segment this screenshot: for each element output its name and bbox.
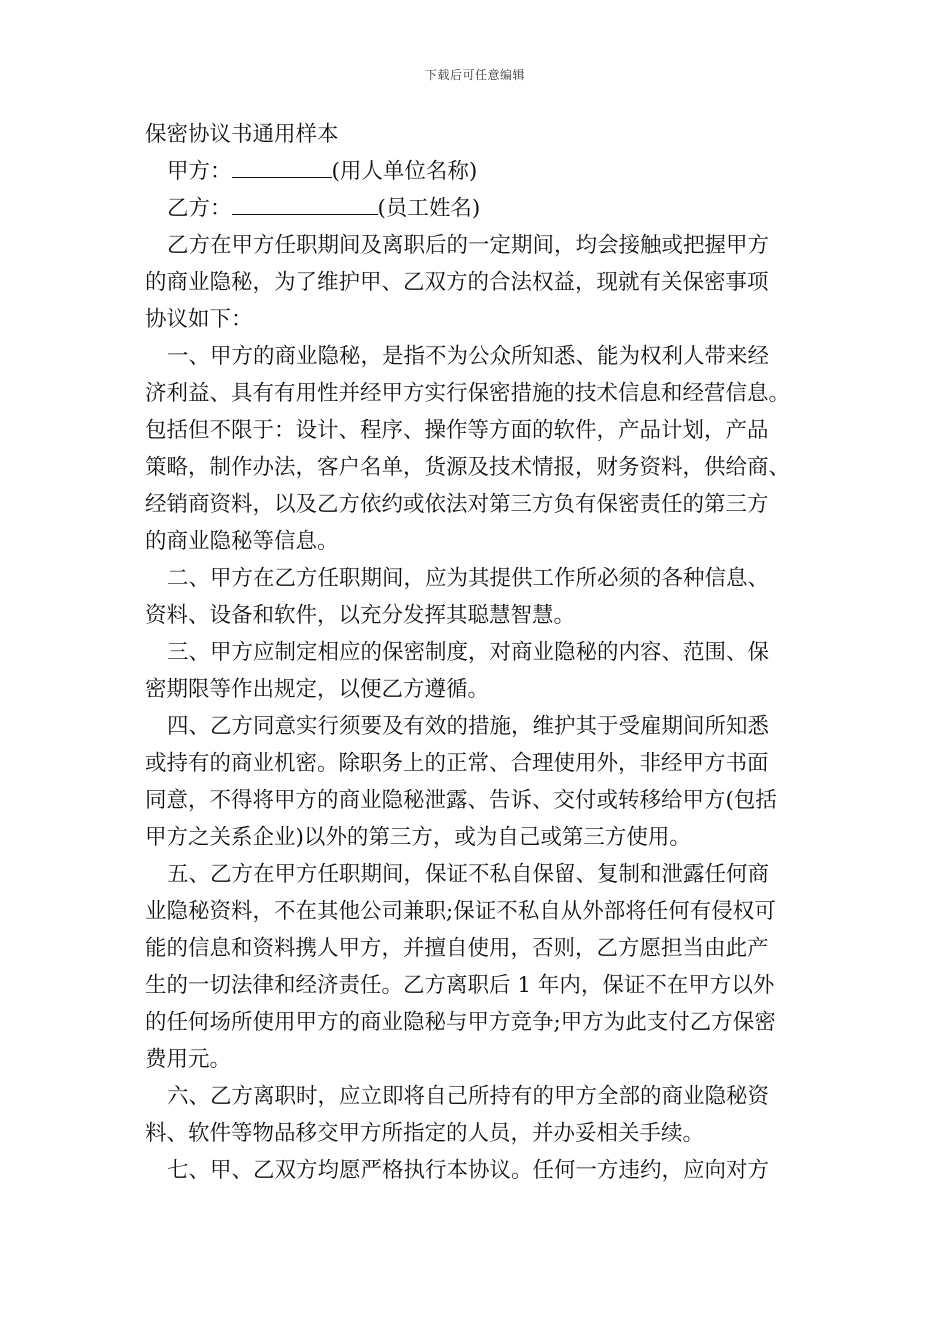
text-line: 密期限等作出规定，以便乙方遵循。 — [145, 677, 490, 702]
document-title: 保密协议书通用样本 — [145, 122, 339, 147]
intro-paragraph — [145, 227, 810, 338]
party-b-note: (员工姓名) — [377, 196, 481, 221]
text-line: 能的信息和资料携人甲方，并擅自使用，否则，乙方愿担当由此产 — [145, 936, 769, 961]
clause-paragraph — [145, 634, 810, 708]
text-line: 经销商资料，以及乙方依约或依法对第三方负有保密责任的第三方 — [145, 492, 769, 517]
text-line: 七、甲、乙双方均愿严格执行本协议。任何一方违约，应向对方 — [167, 1158, 770, 1183]
party-a-line — [145, 153, 810, 190]
clause-paragraph — [145, 560, 810, 634]
text-line: 的商业隐秘，为了维护甲、乙双方的合法权益，现就有关保密事项 — [145, 270, 769, 295]
text-line: 四、乙方同意实行须要及有效的措施，维护其于受雇期间所知悉 — [167, 714, 770, 739]
party-a-note: (用人单位名称) — [331, 159, 478, 184]
text-line: 生的一切法律和经济责任。乙方离职后 1 年内，保证不在甲方以外 — [145, 973, 775, 998]
clause-paragraph — [145, 1078, 810, 1152]
party-a-blank — [232, 153, 332, 178]
clause-paragraph — [145, 708, 810, 856]
text-line: 济利益、具有有用性并经甲方实行保密措施的技术信息和经营信息。 — [145, 381, 791, 406]
text-line: 乙方在甲方任职期间及离职后的一定期间，均会接触或把握甲方 — [167, 233, 770, 258]
party-b-blank — [232, 190, 378, 215]
document-body — [145, 116, 810, 1189]
text-line: 业隐秘资料，不在其他公司兼职;保证不私自从外部将任何有侵权可 — [145, 899, 776, 924]
text-line: 二、甲方在乙方任职期间，应为其提供工作所必须的各种信息、 — [167, 566, 770, 591]
header-note: 下载后可任意编辑 — [424, 68, 525, 82]
text-line: 协议如下： — [145, 307, 253, 332]
clause-paragraph — [145, 1152, 810, 1189]
text-line: 或持有的商业机密。除职务上的正常、合理使用外，非经甲方书面 — [145, 751, 769, 776]
text-line: 费用元。 — [145, 1047, 232, 1072]
text-line: 策略，制作办法，客户名单，货源及技术情报，财务资料，供给商、 — [145, 455, 791, 480]
party-b-line — [145, 190, 810, 227]
party-b-label: 乙方： — [167, 196, 232, 221]
text-line: 一、甲方的商业隐秘，是指不为公众所知悉、能为权利人带来经 — [167, 344, 770, 369]
text-line: 资料、设备和软件，以充分发挥其聪慧智慧。 — [145, 603, 576, 628]
text-line: 三、甲方应制定相应的保密制度，对商业隐秘的内容、范围、保 — [167, 640, 770, 665]
text-line: 的商业隐秘等信息。 — [145, 529, 339, 554]
text-line: 六、乙方离职时，应立即将自己所持有的甲方全部的商业隐秘资 — [167, 1084, 770, 1109]
text-line: 料、软件等物品移交甲方所指定的人员，并办妥相关手续。 — [145, 1121, 705, 1146]
text-line: 五、乙方在甲方任职期间，保证不私自保留、复制和泄露任何商 — [167, 862, 770, 887]
party-a-label: 甲方： — [167, 159, 232, 184]
clause-paragraph — [145, 338, 810, 560]
text-line: 甲方之关系企业)以外的第三方，或为自己或第三方使用。 — [145, 825, 691, 850]
text-line: 的任何场所使用甲方的商业隐秘与甲方竞争;甲方为此支付乙方保密 — [145, 1010, 776, 1035]
clause-list — [145, 227, 810, 1189]
clause-paragraph — [145, 856, 810, 1078]
text-line: 同意，不得将甲方的商业隐秘泄露、告诉、交付或转移给甲方(包括 — [145, 788, 777, 813]
text-line: 包括但不限于：设计、程序、操作等方面的软件，产品计划，产品 — [145, 418, 769, 443]
